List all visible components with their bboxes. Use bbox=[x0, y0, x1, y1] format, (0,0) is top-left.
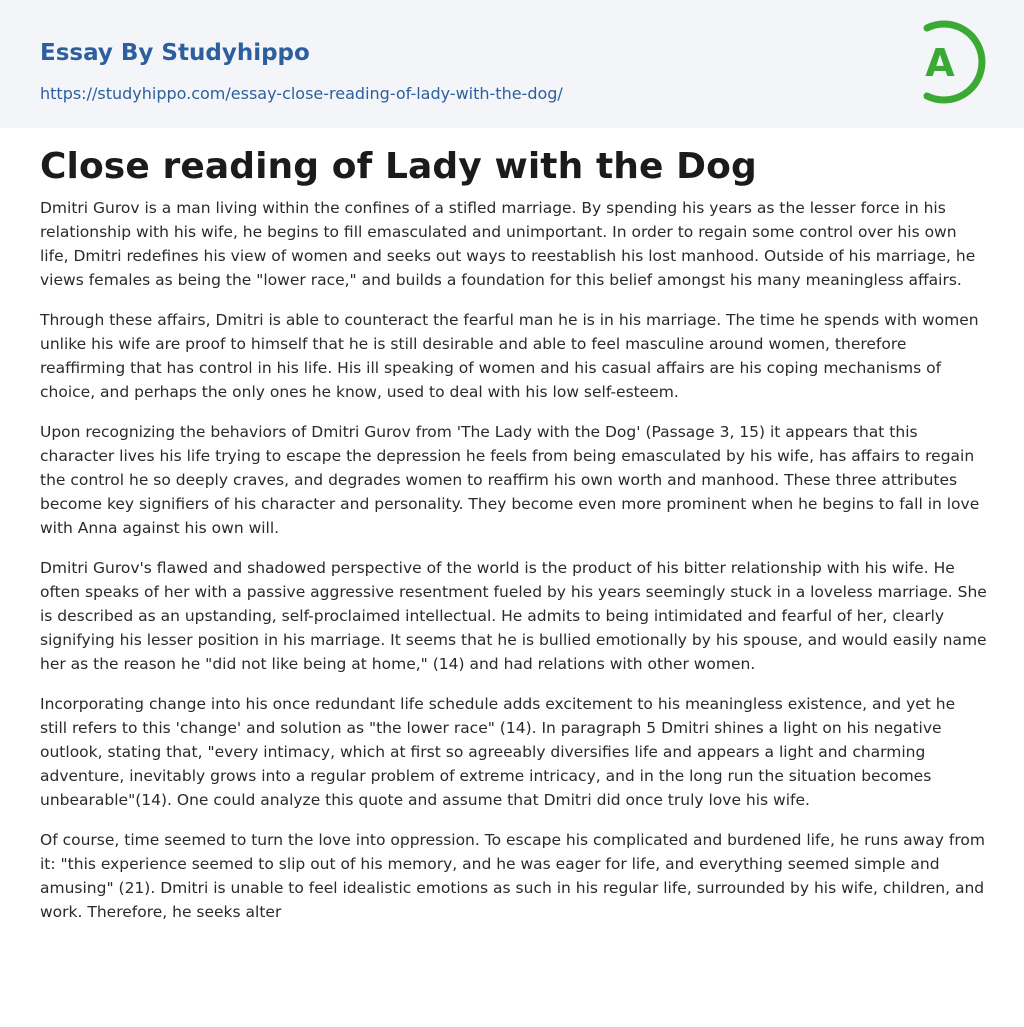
site-brand[interactable]: Essay By Studyhippo bbox=[40, 40, 310, 66]
essay-body bbox=[40, 196, 987, 940]
essay-paragraph: Incorporating change into his once redundant life schedule adds excitement to his meaningless existence, and yet he still refers to this 'change' and solution as "the lower race" (14). In paragraph 5 Dmitri shines a light on his negative outlook, stating that, "every intimacy, which at first so agreeably diversifies life and appears a light and charming adventure, inevitably grows into a regular problem of extreme intricacy, and in the long run the situation becomes unbearable"(14). One could analyze this quote and assume that Dmitri did once truly love his wife. bbox=[40, 695, 956, 809]
essay-paragraph: Of course, time seemed to turn the love into oppression. To escape his complicated and burdened life, he runs away from it: "this experience seemed to slip out of his memory, and he was eager for life, and everything seemed simple and amusing" (21). Dmitri is unable to feel idealistic emotions as such in his regular life, surrounded by his wife, children, and work. Therefore, he seeks alter bbox=[40, 831, 985, 921]
essay-paragraph: Upon recognizing the behaviors of Dmitri Gurov from 'The Lady with the Dog' (Passage 3, 15) it appears that this character lives his life trying to escape the depression he feels from being emasculated by his wife, has affairs to regain the control he so deeply craves, and degrades women to reaffirm his own worth and manhood. These three attributes become key signifiers of his character and personality. They become even more prominent when he begins to fall in love with Anna against his own will. bbox=[40, 423, 980, 537]
logo-letter: A bbox=[925, 41, 955, 85]
studyhippo-logo-icon[interactable] bbox=[912, 18, 986, 106]
essay-url-link[interactable]: https://studyhippo.com/essay-close-reading-of-lady-with-the-dog/ bbox=[40, 84, 563, 103]
essay-title: Close reading of Lady with the Dog bbox=[40, 146, 757, 187]
page-header bbox=[0, 0, 1024, 128]
essay-paragraph: Through these affairs, Dmitri is able to counteract the fearful man he is in his marriage. The time he spends with women unlike his wife are proof to himself that he is still desirable and able to feel masculine around women, therefore reaffirming that has control in his life. His ill speaking of women and his casual affairs are his coping mechanisms of choice, and perhaps the only ones he know, used to deal with his low self-esteem. bbox=[40, 311, 979, 401]
essay-paragraph: Dmitri Gurov's flawed and shadowed perspective of the world is the product of his bitter relationship with his wife. He often speaks of her with a passive aggressive resentment fueled by his years seemingly stuck in a loveless marriage. She is described as an upstanding, self-proclaimed intellectual. He admits to being intimidated and fearful of her, clearly signifying his lesser position in his marriage. It seems that he is bullied emotionally by his spouse, and would easily name her as the reason he "did not like being at home," (14) and had relations with other women. bbox=[40, 559, 987, 673]
essay-paragraph: Dmitri Gurov is a man living within the confines of a stifled marriage. By spending his years as the lesser force in his relationship with his wife, he begins to fill emasculated and unimportant. In order to regain some control over his own life, Dmitri redefines his view of women and seeks out ways to reestablish his lost manhood. Outside of his marriage, he views females as being the "lower race," and builds a foundation for this belief amongst his many meaningless affairs. bbox=[40, 199, 976, 289]
